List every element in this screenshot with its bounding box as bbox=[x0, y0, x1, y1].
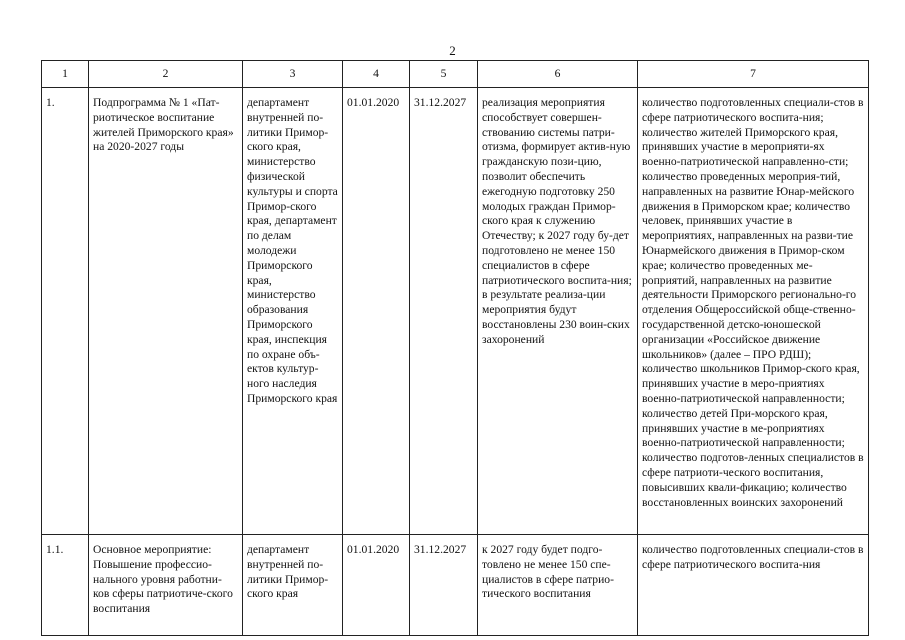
indicators: количество подготовленных специали-стов в сфере патриотического воспита-ния; количество жителей Приморского края, принявших участие в мероприяти-ях военно-патриотической направленно-сти; количество проведенных мероприя-тий, направленных на развитие Юнар-мейского движения в Приморском крае; количество человек, принявших участие в мероприятиях, направленных на разви-тие Юнармейского движения в Примор-ском крае; количество проведенных ме-роприятий, направленных на развитие деятельности Приморского регионально-го отделения Общероссийской обще-ственно-государственной детско-юношеской организации «Российское движение школьников» (далее – ПРО РДШ); количество школьников Примор-ского края, принявших участие в меро-приятиях военно-патриотической направленности; количество детей При-морского края, принявших участие в ме-роприятиях военно-патриотической направленности; количество подготов-ленных специалистов в сфере патриоти-ческого воспитания, повысивших квали-фикацию; количество восстановленных воинских захоронений bbox=[638, 88, 869, 535]
expected-result: к 2027 году будет подго-товлено не менее 150 спе-циалистов в сфере патрио-тического воспитания bbox=[478, 535, 638, 636]
end-date: 31.12.2027 bbox=[410, 535, 478, 636]
header-cell: 2 bbox=[89, 61, 243, 88]
header-cell: 7 bbox=[638, 61, 869, 88]
end-date: 31.12.2027 bbox=[410, 88, 478, 535]
expected-result: реализация мероприятия способствует совершен-ствованию системы патри-отизма, формирует актив-ную гражданскую пози-цию, позволит обеспечить ежегодную подготовку 250 молодых граждан Примор-ского края к служению Отечеству; к 2027 году бу-дет подготовлено не менее 150 специалистов в сфере патриотического воспита-ния; в результате реализа-ции мероприятия будут восстановлены 230 воин-ских захоронений bbox=[478, 88, 638, 535]
row-number: 1.1. bbox=[42, 535, 89, 636]
table-header-row bbox=[42, 61, 869, 88]
executor: департамент внутренней по-литики Примор-ского края, министерство физической культуры и спорта Примор-ского края, департамент по делам молодежи Приморского края, министерство образования Приморского края, инспекция по охране объ-ектов культур-ного наследия Приморского края bbox=[243, 88, 343, 535]
header-cell: 5 bbox=[410, 61, 478, 88]
indicators: количество подготовленных специали-стов в сфере патриотического воспита-ния bbox=[638, 535, 869, 636]
program-name: Основное мероприятие: Повышение профессио-нального уровня работни-ков сферы патриотиче-ского воспитания bbox=[89, 535, 243, 636]
header-cell: 1 bbox=[42, 61, 89, 88]
executor: департамент внутренней по-литики Примор-ского края bbox=[243, 535, 343, 636]
start-date: 01.01.2020 bbox=[343, 535, 410, 636]
page-number: 2 bbox=[449, 43, 456, 58]
table-row bbox=[42, 535, 869, 636]
header-cell: 6 bbox=[478, 61, 638, 88]
table-row bbox=[42, 88, 869, 535]
header-cell: 4 bbox=[343, 61, 410, 88]
program-name: Подпрограмма № 1 «Пат-риотическое воспитание жителей Приморского края» на 2020-2027 годы bbox=[89, 88, 243, 535]
header-cell: 3 bbox=[243, 61, 343, 88]
program-table bbox=[41, 60, 869, 636]
row-number: 1. bbox=[42, 88, 89, 535]
start-date: 01.01.2020 bbox=[343, 88, 410, 535]
